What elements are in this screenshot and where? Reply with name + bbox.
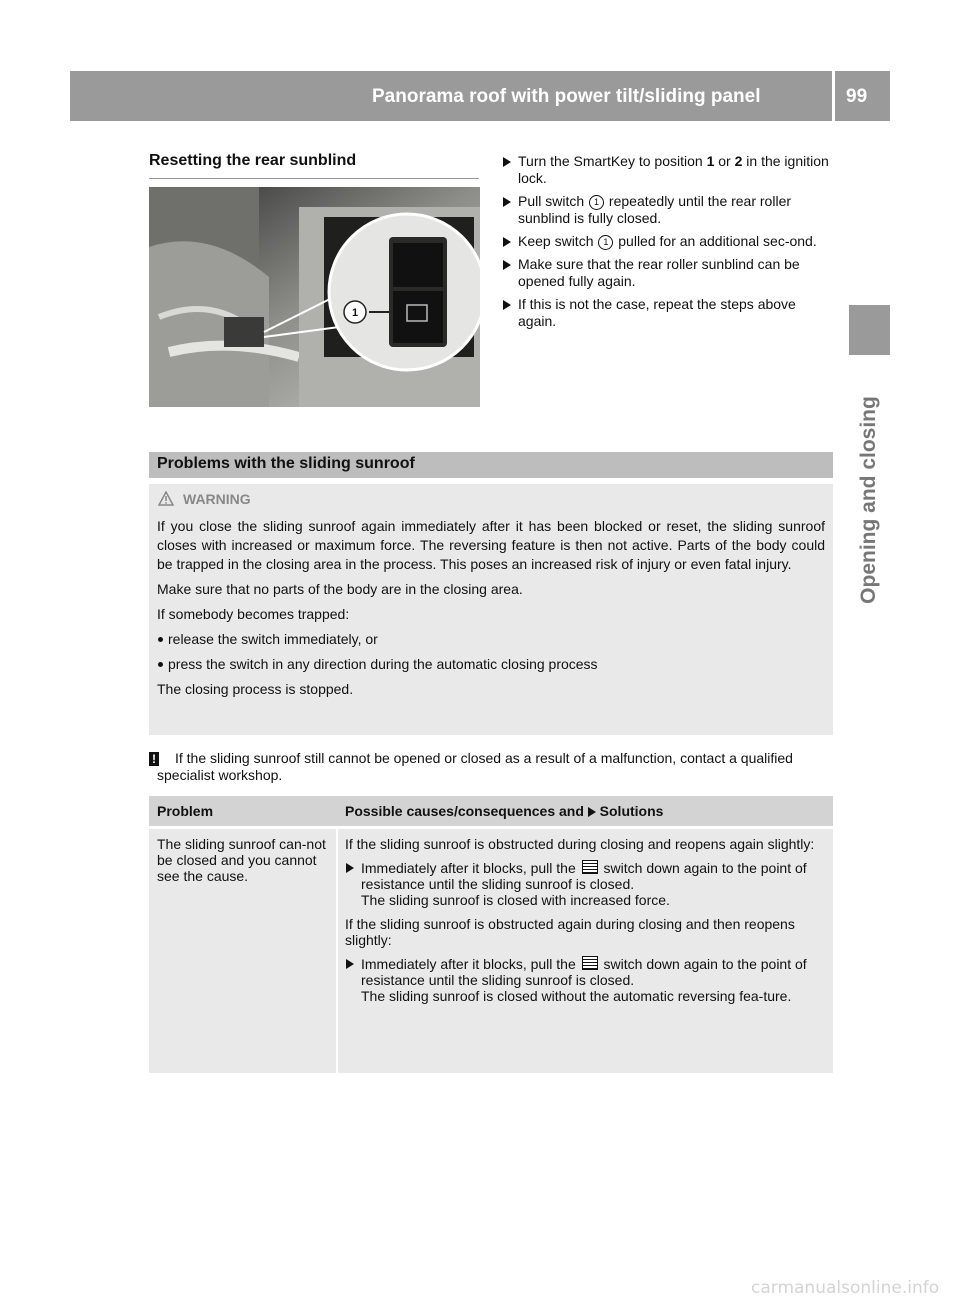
list-item: Keep switch 1 pulled for an additional sec-ond. <box>502 233 834 250</box>
warning-paragraph: The closing process is stopped. <box>157 681 354 697</box>
warning-paragraph: Make sure that no parts of the body are in the closing area. <box>157 581 523 597</box>
table-column-divider <box>336 829 338 1073</box>
callout-1-icon: 1 <box>598 235 613 250</box>
sunroof-switch-icon <box>582 860 598 874</box>
notice-exclamation-icon: ! <box>149 752 159 766</box>
warning-triangle-icon <box>158 491 174 506</box>
photo-callout-label: 1 <box>351 307 359 319</box>
table-cell-problem: The sliding sunroof can-not be closed and you cannot see the cause. <box>157 836 326 884</box>
warning-body <box>157 517 825 705</box>
reset-steps-list <box>502 153 834 336</box>
list-item: Immediately after it blocks, pull the switch down again to the point of resistance until the sliding sunroof is closed. The sliding sunroof is closed with increased force. <box>345 860 827 908</box>
callout-1-icon: 1 <box>589 195 604 210</box>
chapter-tab-label: Opening and closing <box>857 396 880 604</box>
sunroof-switch-icon <box>582 956 598 970</box>
action-arrow-icon <box>503 157 511 167</box>
chapter-tab-block <box>849 305 890 355</box>
header-divider <box>832 71 835 121</box>
action-arrow-icon <box>503 260 511 270</box>
list-item: Turn the SmartKey to position 1 or 2 in the ignition lock. <box>502 153 834 187</box>
notice-text: If the sliding sunroof still cannot be opened or closed as a result of a malfunction, contact a qualified specialist workshop. <box>157 750 793 783</box>
action-arrow-icon <box>588 807 596 817</box>
warning-paragraph: If you close the sliding sunroof again immediately after it has been blocked or reset, the sliding sunroof closes with increased or maximum force. The reversing feature is then not active. Parts of the body could be trapped in the closing area in the process. This poses an increased risk of injury or even fatal injury. <box>157 518 825 572</box>
section-heading-reset: Resetting the rear sunblind <box>149 152 357 169</box>
action-arrow-icon <box>346 863 354 873</box>
page-header-title: Panorama roof with power tilt/sliding panel <box>372 86 761 107</box>
section-heading-problems: Problems with the sliding sunroof <box>157 455 415 472</box>
warning-paragraph: If somebody becomes trapped: <box>157 606 350 622</box>
action-arrow-icon <box>503 237 511 247</box>
page-number: 99 <box>846 86 868 107</box>
table-cell-solutions: If the sliding sunroof is obstructed during closing and reopens again slightly: Immediately after it blocks, pull the switch down again to the point of resistance until the sliding sunroof is closed. The sliding sunroof is closed with increased force. If the sliding sunroof is obstructed again during closing and then reopens slightly: Immediately after it blocks, pull the switch down again to the point of resistance until the sliding sunroof is closed. The sliding sunroof is closed without the automatic reversing fea-ture. <box>345 836 827 1012</box>
watermark: carmanualsonline.info <box>751 1278 940 1298</box>
column-header-solutions: Possible causes/consequences and Solutions <box>345 803 664 819</box>
list-item: release the switch immediately, or <box>157 630 825 649</box>
heading-rule <box>149 178 479 179</box>
action-arrow-icon <box>346 959 354 969</box>
list-item: Immediately after it blocks, pull the switch down again to the point of resistance until the sliding sunroof is closed. The sliding sunroof is closed without the automatic reversing fea-ture. <box>345 956 827 1004</box>
action-arrow-icon <box>503 300 511 310</box>
list-item: Pull switch 1 repeatedly until the rear roller sunblind is fully closed. <box>502 193 834 227</box>
warning-heading: WARNING <box>183 491 251 507</box>
rear-sunblind-switch-photo <box>149 187 480 407</box>
list-item: press the switch in any direction during the automatic closing process <box>157 655 825 674</box>
action-arrow-icon <box>503 197 511 207</box>
list-item: Make sure that the rear roller sunblind can be opened fully again. <box>502 256 834 290</box>
column-header-problem: Problem <box>157 803 214 819</box>
list-item: If this is not the case, repeat the steps above again. <box>502 296 834 330</box>
